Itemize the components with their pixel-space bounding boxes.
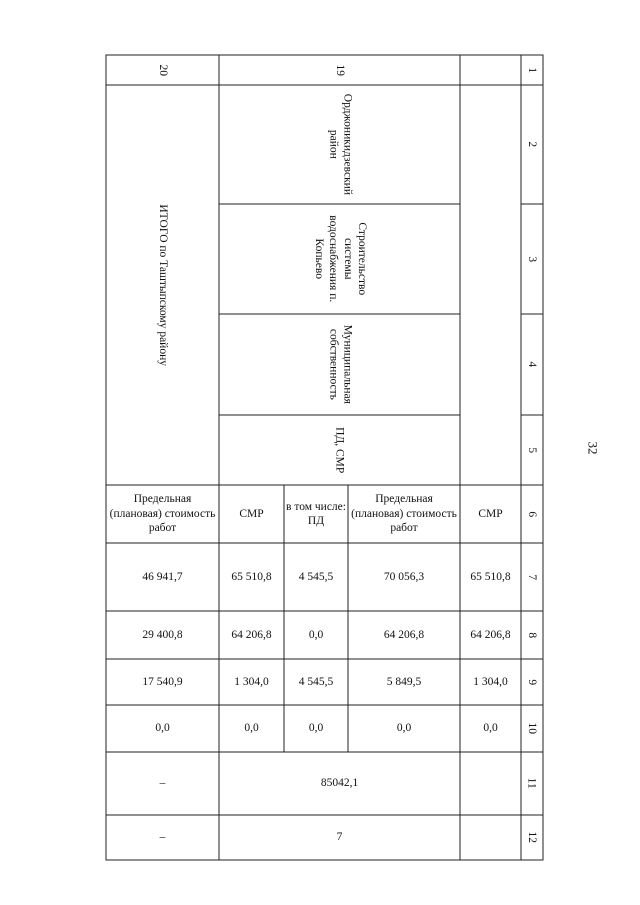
pd-subheader: в том числе: ПД bbox=[286, 500, 346, 527]
right-value-9: 1 304,0 bbox=[473, 675, 508, 688]
pd-value-7: 4 545,5 bbox=[298, 570, 334, 583]
smr-value-8: 64 206,8 bbox=[231, 628, 272, 641]
district-row-number: 19 bbox=[333, 64, 346, 76]
col-number-6: 6 bbox=[526, 511, 539, 517]
cost-value-9: 5 849,5 bbox=[386, 675, 422, 688]
cost-value-8: 64 206,8 bbox=[383, 628, 425, 641]
col-number-10: 10 bbox=[526, 722, 539, 735]
col-number-7: 7 bbox=[526, 574, 539, 580]
ownership-type: Муниципальная собственность bbox=[326, 324, 353, 405]
smr-value-9: 1 304,0 bbox=[234, 675, 269, 688]
col-number-5: 5 bbox=[526, 447, 539, 453]
total-row-number: 20 bbox=[156, 64, 169, 76]
pd-value-10: 0,0 bbox=[308, 722, 324, 735]
page-number: 32 bbox=[585, 441, 601, 455]
col-number-1: 1 bbox=[526, 67, 539, 73]
right-value-7: 65 510,8 bbox=[470, 570, 511, 583]
total-cost-header: Предельная (плановая) стоимость работ bbox=[109, 493, 216, 535]
smr-value-10: 0,0 bbox=[244, 722, 259, 735]
right-value-10: 0,0 bbox=[483, 722, 498, 735]
object-name: Строительство системы водоснабжения п. Копьево bbox=[312, 215, 368, 303]
smr-value-7: 65 510,8 bbox=[231, 570, 272, 583]
col-number-12: 12 bbox=[526, 831, 539, 844]
cost-header: Предельная (плановая) стоимость работ bbox=[351, 493, 457, 535]
total-value-8: 29 400,8 bbox=[142, 628, 183, 641]
col-number-8: 8 bbox=[526, 632, 539, 638]
total-value-10: 0,0 bbox=[155, 722, 170, 735]
total-value-9: 17 540,9 bbox=[142, 675, 183, 688]
total-value-7: 46 941,7 bbox=[142, 570, 183, 583]
col-number-4: 4 bbox=[526, 361, 539, 368]
right-smr-header: СМР bbox=[478, 507, 503, 520]
district-value-12: 7 bbox=[336, 831, 343, 844]
smr-header: СМР bbox=[239, 507, 264, 520]
col-number-3: 3 bbox=[526, 256, 539, 262]
district-value-11: 85042,1 bbox=[320, 777, 359, 790]
col-number-9: 9 bbox=[526, 679, 539, 685]
total-value-12: – bbox=[159, 831, 166, 844]
pd-value-9: 4 545,5 bbox=[298, 675, 334, 688]
cost-value-10: 0,0 bbox=[396, 722, 412, 735]
right-value-8: 64 206,8 bbox=[470, 628, 511, 641]
col-number-2: 2 bbox=[526, 141, 539, 148]
total-value-11: – bbox=[159, 777, 166, 790]
work-type: ПД, СМР bbox=[333, 426, 346, 474]
pd-value-8: 0,0 bbox=[308, 628, 324, 641]
col-number-11: 11 bbox=[526, 777, 539, 790]
total-label: ИТОГО по Таштыпскому району bbox=[156, 204, 169, 366]
district-name: Орджоникидзевский район bbox=[326, 93, 353, 196]
cost-value-7: 70 056,3 bbox=[383, 570, 425, 583]
